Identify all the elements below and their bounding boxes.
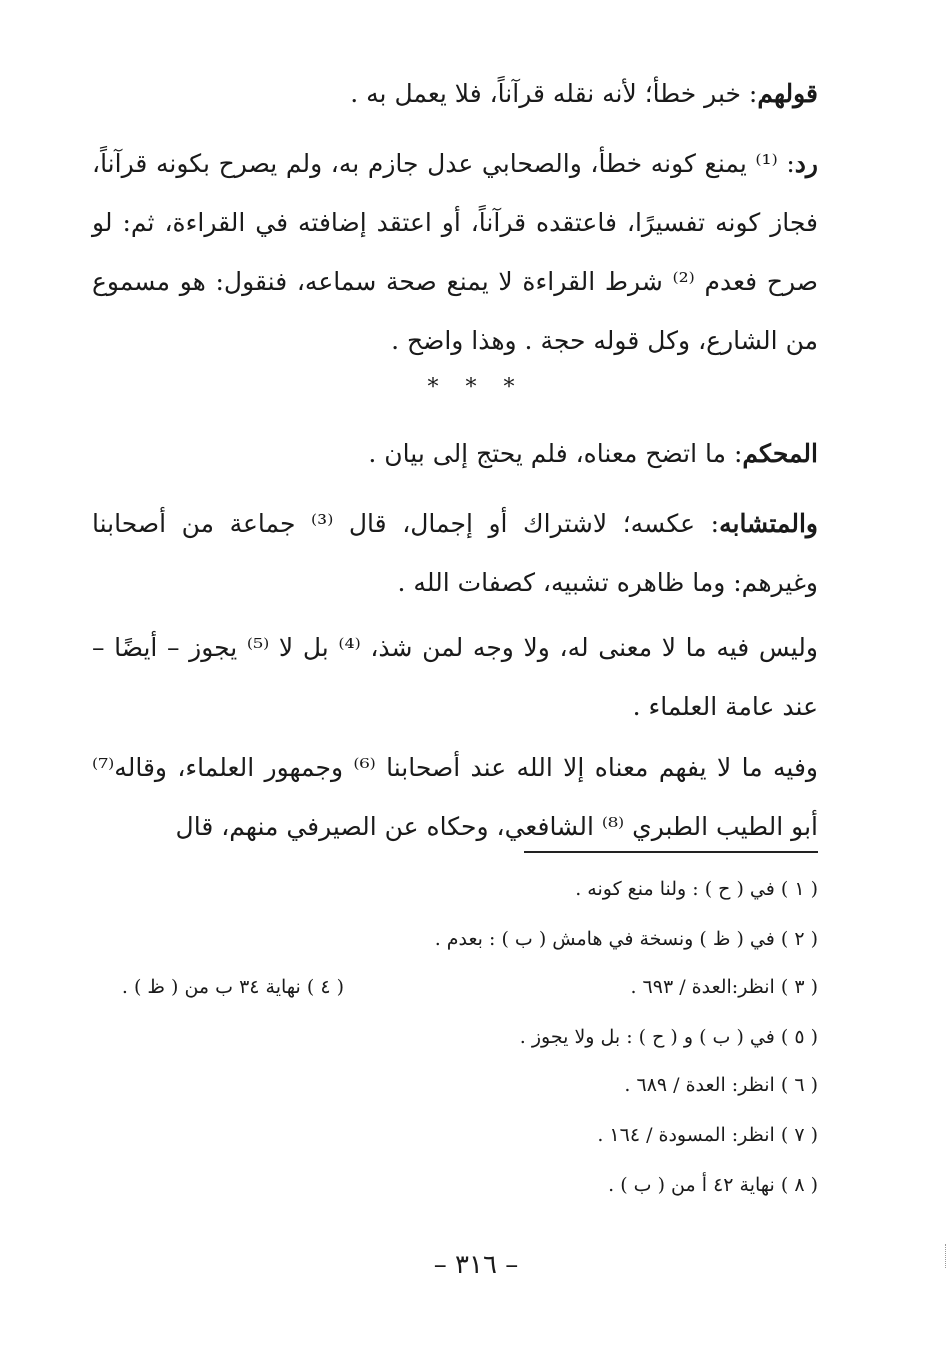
- section-divider-stars: * * *: [427, 375, 525, 400]
- footnote-3: ( ٣ ) انظر:العدة / ٦٩٣ .: [630, 976, 818, 998]
- term-muhkam: المحكم: [742, 439, 818, 468]
- footnote-4: ( ٤ ) نهاية ٣٤ ب من ( ظ ) .: [121, 976, 344, 998]
- footnote-6: ( ٦ ) انظر: العدة / ٦٨٩ .: [624, 1074, 818, 1096]
- paragraph-radd: [92, 134, 818, 370]
- paragraph-muhkam: [92, 424, 818, 483]
- paragraph-laysa-fihi: [92, 618, 818, 736]
- paragraph-text: : عكسه؛ لاشتراك أو إجمال، قال ⁽³⁾ جماعة من أصحابنا وغيرهم: وما ظاهره تشبيه، كصفات الله .: [92, 509, 818, 597]
- paragraph-text: : ⁽¹⁾ يمنع كونه خطأ، والصحابي عدل جازم به، ولم يصرح بكونه قرآناً، فجاز كونه تفسيرًا، فاعتقده قرآناً، أو اعتقد إضافته في القراءة، ثم: لو صرح فعدم ⁽²⁾ شرط القراءة لا يمنع صحة سماعه، فنقول: هو مسموع من الشارع، وكل قوله حجة . وهذا واضح .: [92, 149, 818, 355]
- footnote-separator: [524, 851, 818, 853]
- term-mutashabih: والمتشابه: [719, 509, 818, 538]
- paragraph-text: : ما اتضح معناه، فلم يحتج إلى بيان .: [368, 439, 743, 468]
- footnote-7: ( ٧ ) انظر: المسودة / ١٦٤ .: [597, 1124, 818, 1146]
- term-radd: رد: [794, 149, 818, 178]
- footnote-5: ( ٥ ) في ( ب ) و ( ح ) : بل ولا يجوز .: [519, 1026, 818, 1048]
- paragraph-qawluhum: [92, 64, 818, 123]
- paragraph-mutashabih: [92, 494, 818, 612]
- footnote-2: ( ٢ ) في ( ظ ) ونسخة في هامش ( ب ) : بعدم .: [434, 928, 818, 950]
- scan-edge-mark: [942, 1244, 946, 1268]
- paragraph-text: وفيه ما لا يفهم معناه إلا الله عند أصحابنا ⁽⁶⁾ وجمهور العلماء، وقاله⁽⁷⁾ أبو الطيب الطبري ⁽⁸⁾ الشافعي، وحكاه عن الصيرفي منهم، قال: [92, 753, 818, 841]
- term-qawluhum: قولهم: [757, 79, 818, 108]
- footnote-1: ( ١ ) في ( ح ) : ولنا منع كونه .: [575, 878, 818, 900]
- paragraph-wa-fihi: [92, 738, 818, 856]
- page-number: – ٣١٦ –: [433, 1250, 519, 1280]
- paragraph-text: وليس فيه ما لا معنى له، ولا وجه لمن شذ، ⁽⁴⁾ بل لا ⁽⁵⁾ يجوز – أيضًا – عند عامة العلماء .: [92, 633, 818, 721]
- paragraph-text: : خبر خطأ؛ لأنه نقله قرآناً، فلا يعمل به .: [350, 79, 758, 108]
- footnote-8: ( ٨ ) نهاية ٤٢ أ من ( ب ) .: [608, 1174, 818, 1196]
